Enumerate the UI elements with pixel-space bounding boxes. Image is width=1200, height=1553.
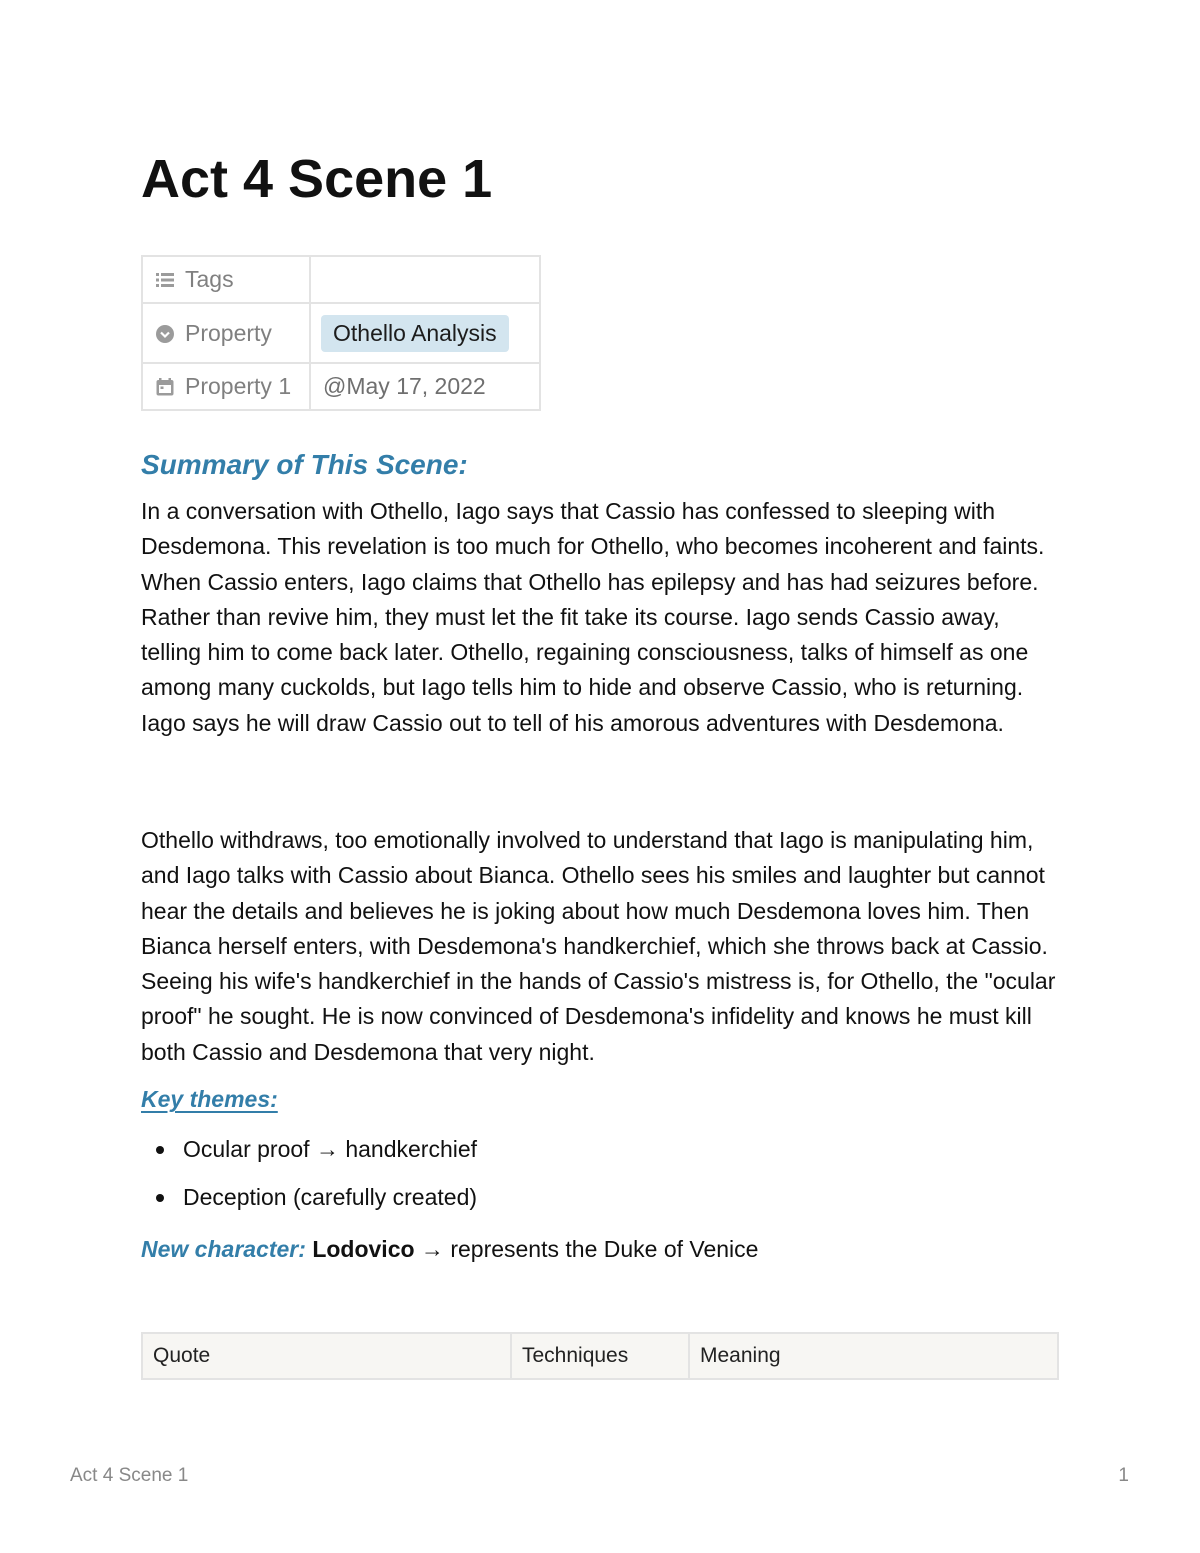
property-row-date — [142, 363, 540, 410]
property-key-label: Property 1 — [185, 373, 292, 399]
property-key[interactable] — [142, 363, 310, 410]
column-header-meaning[interactable]: Meaning — [689, 1333, 1058, 1379]
property-key[interactable] — [142, 256, 310, 303]
footer-title: Act 4 Scene 1 — [70, 1465, 189, 1486]
themes-list — [141, 1131, 477, 1227]
quote-table — [141, 1332, 1059, 1380]
properties-table — [141, 255, 541, 411]
list-item: Ocular proof → handkerchief — [141, 1131, 477, 1179]
property-value[interactable] — [310, 303, 540, 363]
new-character-label: New character: — [141, 1236, 306, 1262]
summary-paragraph: In a conversation with Othello, Iago says that Cassio has confessed to sleeping with Desdemona. This revelation is too much for Othello, who becomes incoherent and faints. When Cassio enters, Iago claims that Othello has epilepsy and has had seizures before. Rather than revive him, they must let the fit take its course. Iago sends Cassio away, telling him to come back later. Othello, regaining consciousness, talks of himself as one among many cuckolds, but Iago tells him to hide and observe Cassio, who is returning. Iago says he will draw Cassio out to tell of his amorous adventures with Desdemona. — [141, 498, 1045, 736]
property-row-tags — [142, 256, 540, 303]
property-key-label: Property — [185, 319, 272, 346]
property-value[interactable] — [310, 256, 540, 303]
list-item: Deception (carefully created) — [141, 1179, 477, 1227]
calendar-icon — [155, 377, 175, 397]
column-header-techniques[interactable]: Techniques — [511, 1333, 689, 1379]
property-key-label: Tags — [185, 266, 234, 292]
property-row-property — [142, 303, 540, 363]
summary-paragraph: Othello withdraws, too emotionally involved to understand that Iago is manipulating him, and Iago talks with Cassio about Bianca. Othello sees his smiles and laughter but cannot hear the details and believes he is joking about how much Desdemona loves him. Then Bianca herself enters, with Desdemona's handkerchief, which she throws back at Cassio. Seeing his wife's handkerchief in the hands of Cassio's mistress is, for Othello, the "ocular proof" he sought. He is now convinced of Desdemona's infidelity and knows he must kill both Cassio and Desdemona that very night. — [141, 827, 1056, 1065]
summary-heading: Summary of This Scene: — [141, 449, 468, 480]
page-title: Act 4 Scene 1 — [141, 149, 493, 209]
new-character-line — [141, 1231, 758, 1267]
property-value[interactable]: @May 17, 2022 — [310, 363, 540, 410]
key-themes-heading: Key themes: — [141, 1086, 278, 1112]
column-header-quote[interactable]: Quote — [142, 1333, 511, 1379]
list-icon — [155, 270, 175, 290]
select-option-pill[interactable]: Othello Analysis — [321, 315, 509, 352]
new-character-name: Lodovico — [312, 1236, 415, 1262]
table-header-row — [142, 1333, 1058, 1379]
property-key[interactable] — [142, 303, 310, 363]
new-character-description: → represents the Duke of Venice — [414, 1236, 759, 1262]
select-circle-icon — [155, 324, 175, 344]
page-number: 1 — [1118, 1465, 1129, 1486]
